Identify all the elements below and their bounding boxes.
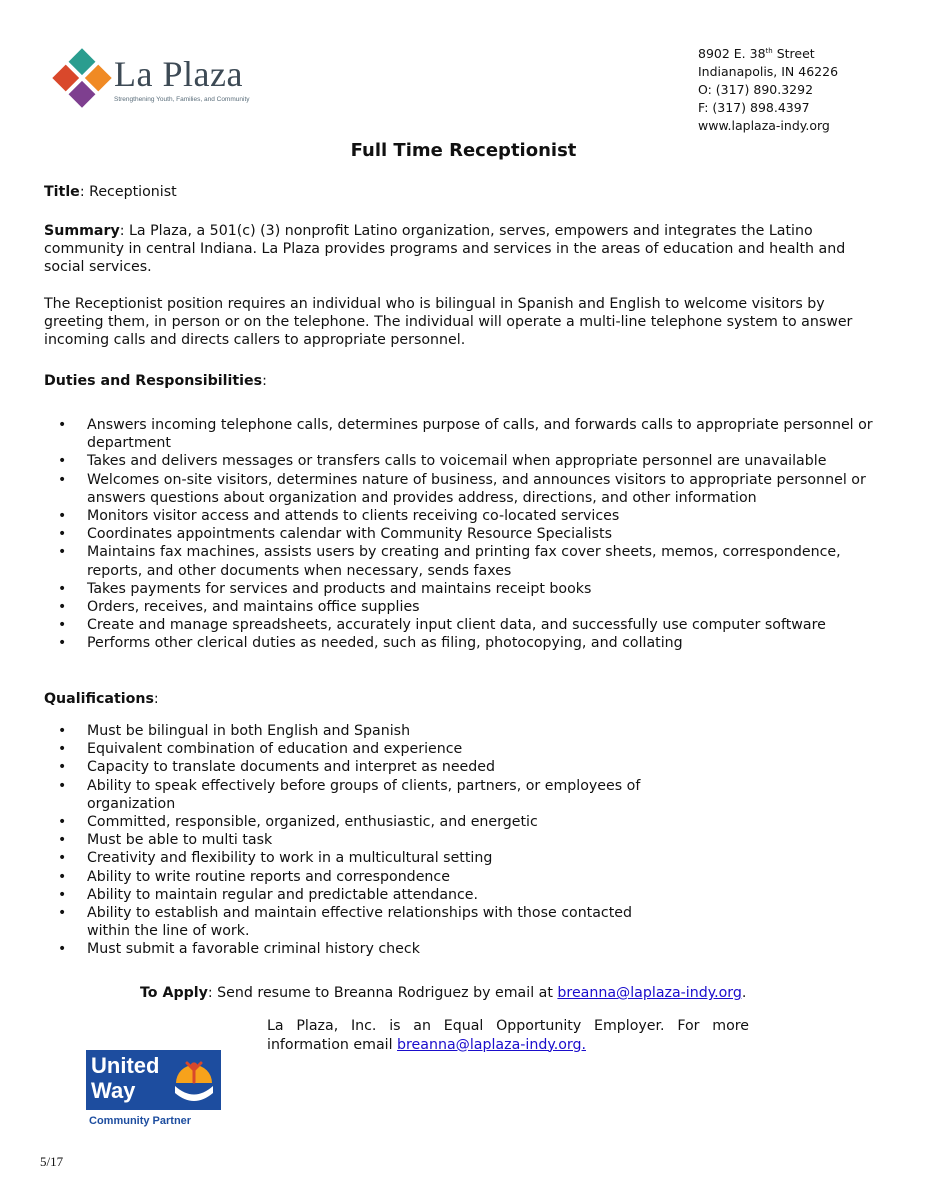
qualifications-heading: Qualifications:: [44, 691, 159, 707]
title-line: [44, 183, 886, 201]
la-plaza-diamond-mark-icon: [52, 48, 112, 108]
apply-email-link[interactable]: breanna@laplaza-indy.org: [557, 985, 742, 1001]
list-item: • Coordinates appointments calendar with Community Resource Specialists: [44, 525, 884, 543]
united-way-hand-icon: [170, 1055, 218, 1105]
list-item: • Ability to maintain regular and predictable attendance.: [44, 886, 884, 904]
eoe-statement: [267, 1017, 749, 1054]
list-item: • Takes and delivers messages or transfers calls to voicemail when appropriate personnel are unavailable: [44, 452, 884, 470]
org-name: La Plaza: [114, 54, 243, 94]
list-item: • Equivalent combination of education and experience: [44, 740, 884, 758]
la-plaza-logo: [52, 48, 292, 108]
list-item: • Create and manage spreadsheets, accurately input client data, and successfully use computer software: [44, 616, 884, 634]
city-state-zip: Indianapolis, IN 46226: [698, 64, 839, 80]
united-way-logo: [86, 1050, 226, 1132]
list-item: • Ability to speak effectively before groups of clients, partners, or employees of organization: [44, 777, 667, 813]
website-link[interactable]: www.laplaza-indy.org: [698, 118, 830, 134]
office-phone: O: (317) 890.3292: [698, 82, 814, 98]
apply-line: To Apply: Send resume to Breanna Rodriguez by email at breanna@laplaza-indy.org.: [140, 985, 747, 1001]
eoe-email-link[interactable]: breanna@laplaza-indy.org.: [397, 1036, 586, 1053]
list-item: • Orders, receives, and maintains office supplies: [44, 598, 884, 616]
eoe-text: La Plaza, Inc. is an Equal Opportunity Employer. For more information email: [267, 1018, 749, 1053]
summary-paragraph: [44, 222, 886, 277]
list-item: • Ability to establish and maintain effective relationships with those contacted within the line of work.: [44, 904, 647, 940]
street-address: 8902 E. 38th Street: [698, 46, 815, 62]
united-way-badge: [86, 1050, 221, 1110]
summary-text: : La Plaza, a 501(c) (3) nonprofit Latino organization, serves, empowers and integrates the Latino community in central Indiana. La Plaza provides programs and services in the areas of education and health and social services.: [44, 223, 846, 276]
page-number: 5/17: [40, 1154, 64, 1169]
list-item: • Capacity to translate documents and interpret as needed: [44, 758, 884, 776]
address-block: [698, 42, 838, 135]
list-item: • Monitors visitor access and attends to clients receiving co-located services: [44, 507, 884, 525]
community-partner-label: Community Partner: [89, 1115, 192, 1127]
list-item: • Committed, responsible, organized, enthusiastic, and energetic: [44, 813, 884, 831]
page-title: Full Time Receptionist: [350, 140, 577, 161]
title-label: Title: [44, 184, 80, 200]
summary-label: Summary: [44, 223, 120, 239]
list-item: • Ability to write routine reports and correspondence: [44, 868, 884, 886]
list-item: • Answers incoming telephone calls, determines purpose of calls, and forwards calls to appropriate personnel or department: [44, 416, 884, 452]
duties-list: [44, 416, 884, 653]
list-item: • Welcomes on-site visitors, determines nature of business, and announces visitors to appropriate personnel or answers questions about organization and provides address, directions, and other information: [44, 471, 884, 507]
duties-heading: Duties and Responsibilities:: [44, 373, 267, 389]
apply-text: : Send resume to Breanna Rodriguez by email at: [207, 985, 558, 1001]
position-paragraph: The Receptionist position requires an individual who is bilingual in Spanish and English to welcome visitors by greeting them, in person or on the telephone. The individual will operate a multi-line telephone system to answer incoming calls and directs callers to appropriate personnel.: [44, 296, 853, 349]
fax-number: F: (317) 898.4397: [698, 100, 810, 116]
list-item: • Creativity and flexibility to work in a multicultural setting: [44, 849, 884, 867]
list-item: • Takes payments for services and products and maintains receipt books: [44, 580, 884, 598]
list-item: • Must be bilingual in both English and Spanish: [44, 722, 884, 740]
title-value: : Receptionist: [79, 184, 177, 200]
apply-label: To Apply: [140, 985, 208, 1001]
qualifications-list: [44, 722, 884, 959]
list-item: • Performs other clerical duties as needed, such as filing, photocopying, and collating: [44, 634, 884, 652]
org-tagline: Strengthening Youth, Families, and Community: [114, 96, 250, 103]
united-way-wordmark: United Way: [91, 1053, 160, 1103]
list-item: • Must submit a favorable criminal history check: [44, 940, 884, 958]
list-item: • Maintains fax machines, assists users by creating and printing fax cover sheets, memos, correspondence, reports, and other documents when necessary, sends faxes: [44, 543, 884, 579]
list-item: • Must be able to multi task: [44, 831, 884, 849]
